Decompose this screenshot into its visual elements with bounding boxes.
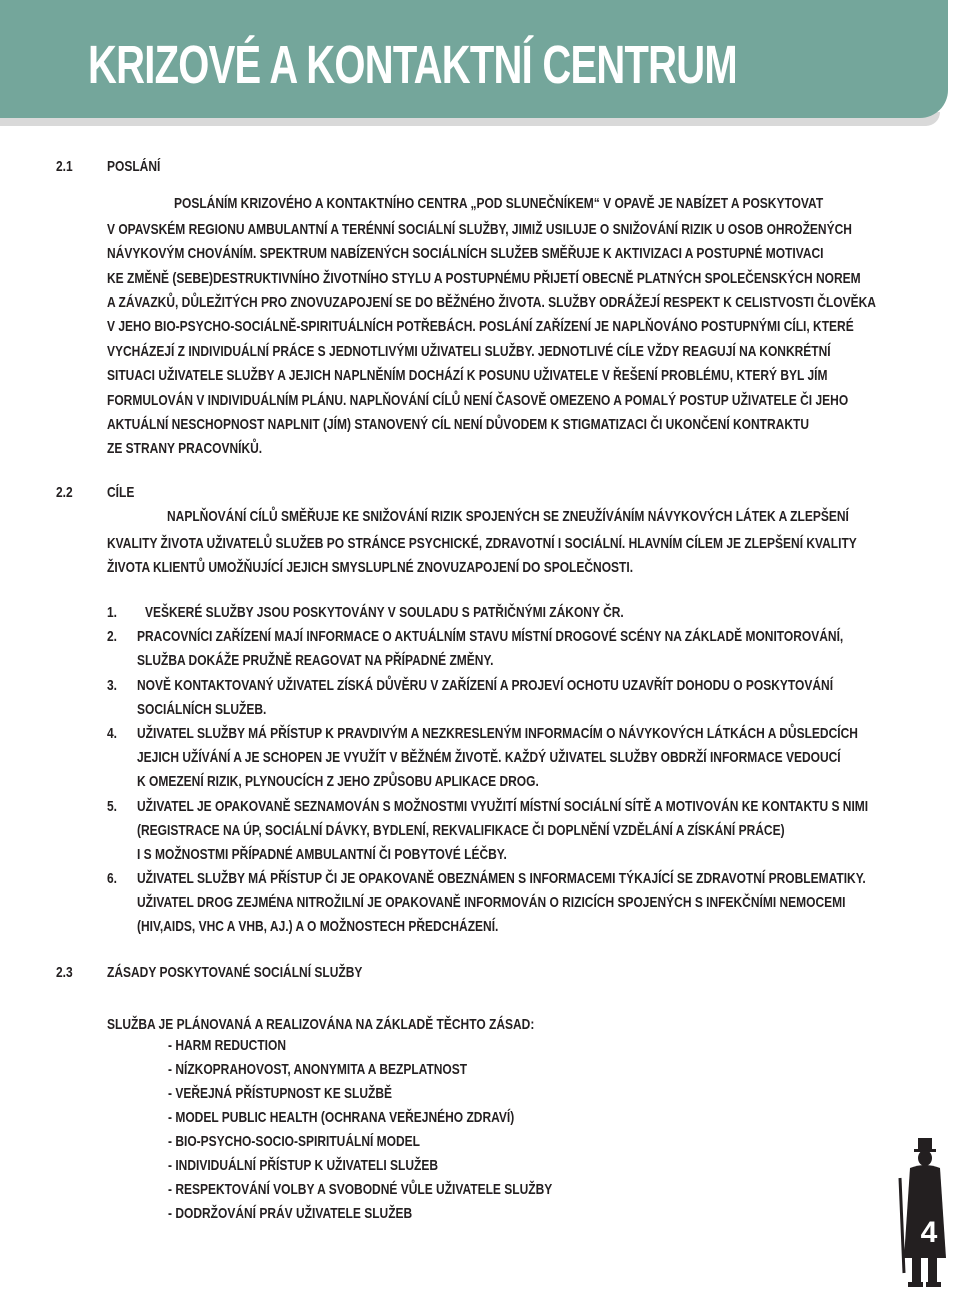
section-number: 2.2 [56,484,73,501]
principles-intro: SLUŽBA JE PLÁNOVANÁ A REALIZOVÁNA NA ZÁKLADĚ TĚCHTO ZÁSAD: [107,1016,535,1033]
principle-item: - INDIVIDUÁLNÍ PŘÍSTUP K UŽIVATELI SLUŽEB [168,1157,439,1174]
paragraph-line: NAPLŇOVÁNÍ CÍLŮ SMĚŘUJE KE SNIŽOVÁNÍ RIZIK SPOJENÝCH SE ZNEUŽÍVÁNÍM NÁVYKOVÝCH LÁTEK A ZLEPŠENÍ [167,508,849,525]
paragraph-line: ZE STRANY PRACOVNÍKŮ. [107,440,263,457]
list-item-line: UŽIVATEL JE OPAKOVANĚ SEZNAMOVÁN S MOŽNOSTMI VYUŽITÍ MÍSTNÍ SOCIÁLNÍ SÍTĚ A MOTIVOVÁN KE KONTAKTU S NIMI [137,798,869,815]
list-item-number: 4. [107,725,118,742]
list-item-line: VEŠKERÉ SLUŽBY JSOU POSKYTOVÁNY V SOULADU S PATŘIČNÝMI ZÁKONY ČR. [145,604,624,621]
section-title: POSLÁNÍ [107,158,161,175]
page-number: 4 [920,1216,938,1249]
section-title: CÍLE [107,484,135,501]
section-number: 2.1 [56,158,73,175]
section-number: 2.3 [56,964,73,981]
paragraph-line: POSLÁNÍM KRIZOVÉHO A KONTAKTNÍHO CENTRA „POD SLUNEČNÍKEM“ V OPAVĚ JE NABÍZET A POSKYTOVAT [174,195,824,212]
paragraph-line: SITUACI UŽIVATELE SLUŽBY A JEJICH NAPLNĚNÍM DOCHÁZÍ K POSUNU UŽIVATELE V ŘEŠENÍ PROBLÉMU, KTERÝ BYL JÍM [107,367,828,384]
paragraph-line: VYCHÁZEJÍ Z INDIVIDUÁLNÍ PRÁCE S JEDNOTLIVÝMI UŽIVATELI SLUŽBY. JEDNOTLIVÉ CÍLE VŽDY REAGUJÍ NA KONKRÉTNÍ [107,343,831,360]
list-item-line: UŽIVATEL DROG ZEJMÉNA NITROŽILNÍ JE OPAKOVANĚ INFORMOVÁN O RIZICÍCH SPOJENÝCH S INFEKČNÍMI NEMOCEMI [137,894,846,911]
list-item-line: NOVĚ KONTAKTOVANÝ UŽIVATEL ZÍSKÁ DŮVĚRU V ZAŘÍZENÍ A PROJEVÍ OCHOTU UZAVŘÍT DOHODU O POSKYTOVÁNÍ [137,677,834,694]
list-item-line: SLUŽBA DOKÁŽE PRUŽNĚ REAGOVAT NA PŘÍPADNÉ ZMĚNY. [137,652,494,669]
principle-item: - MODEL PUBLIC HEALTH (OCHRANA VEŘEJNÉHO ZDRAVÍ) [168,1109,515,1126]
paragraph-line: A ZÁVAZKŮ, DŮLEŽITÝCH PRO ZNOVUZAPOJENÍ SE DO BĚŽNÉHO ŽIVOTA. SLUŽBY ODRÁŽEJÍ RESPEKT K CELISTVOSTI ČLOVĚKA [107,294,876,311]
list-item-number: 2. [107,628,118,645]
section-title: ZÁSADY POSKYTOVANÉ SOCIÁLNÍ SLUŽBY [107,964,363,981]
list-item-number: 6. [107,870,118,887]
list-item-number: 3. [107,677,118,694]
list-item-line: UŽIVATEL SLUŽBY MÁ PŘÍSTUP K PRAVDIVÝM A NEZKRESLENÝM INFORMACÍM O NÁVYKOVÝCH LÁTKÁCH A DŮSLEDCÍCH [137,725,858,742]
principle-item: - BIO-PSYCHO-SOCIO-SPIRITUÁLNÍ MODEL [168,1133,420,1150]
list-item-number: 1. [107,604,118,621]
principle-item: - RESPEKTOVÁNÍ VOLBY A SVOBODNÉ VŮLE UŽIVATELE SLUŽBY [168,1181,553,1198]
list-item-number: 5. [107,798,118,815]
list-item-line: I S MOŽNOSTMI PŘÍPADNÉ AMBULANTNÍ ČI POBYTOVÉ LÉČBY. [137,846,507,863]
paragraph-line: KE ZMĚNĚ (SEBE)DESTRUKTIVNÍHO ŽIVOTNÍHO STYLU A POSTUPNÉMU PŘIJETÍ OBECNĚ PLATNÝCH SPOLEČENSKÝCH NOREM [107,270,861,287]
principle-item: - NÍZKOPRAHOVOST, ANONYMITA A BEZPLATNOST [168,1061,468,1078]
list-item-line: (REGISTRACE NA ÚP, SOCIÁLNÍ DÁVKY, BYDLENÍ, REKVALIFIKACE ČI DOPLNĚNÍ VZDĚLÁNÍ A ZÍSKÁNÍ PRÁCE) [137,822,785,839]
page-header [0,0,960,132]
page-title: KRIZOVÉ A KONTAKTNÍ CENTRUM [88,35,737,95]
principle-item: - VEŘEJNÁ PŘÍSTUPNOST KE SLUŽBĚ [168,1085,393,1102]
principle-item: - HARM REDUCTION [168,1037,286,1054]
list-item-line: JEJICH UŽÍVÁNÍ A JE SCHOPEN JE VYUŽÍT V BĚŽNÉM ŽIVOTĚ. KAŽDÝ UŽIVATEL SLUŽBY OBDRŽÍ INFORMACE VEDOUCÍ [137,749,841,766]
list-item-line: (HIV,AIDS, VHC A VHB, AJ.) A O MOŽNOSTECH PŘEDCHÁZENÍ. [137,918,499,935]
list-item-line: K OMEZENÍ RIZIK, PLYNOUCÍCH Z JEHO ZPŮSOBU APLIKACE DROG. [137,773,539,790]
paragraph-line: AKTUÁLNÍ NESCHOPNOST NAPLNIT (JÍM) STANOVENÝ CÍL NENÍ DŮVODEM K STIGMATIZACI ČI UKONČENÍ KONTRAKTU [107,416,809,433]
list-item-line: UŽIVATEL SLUŽBY MÁ PŘÍSTUP ČI JE OPAKOVANĚ OBEZNÁMEN S INFORMACEMI TÝKAJÍCÍ SE ZDRAVOTNÍ PROBLEMATIKY. [137,870,866,887]
paragraph-line: V JEHO BIO-PSYCHO-SOCIÁLNĚ-SPIRITUÁLNÍCH POTŘEBÁCH. POSLÁNÍ ZAŘÍZENÍ JE NAPLŇOVÁNO POSTUPNÝMI CÍLI, KTERÉ [107,318,854,335]
paragraph-line: KVALITY ŽIVOTA UŽIVATELŮ SLUŽEB PO STRÁNCE PSYCHICKÉ, ZDRAVOTNÍ I SOCIÁLNÍ. HLAVNÍM CÍLEM JE ZLEPŠENÍ KVALITY [107,535,857,552]
paragraph-line: NÁVYKOVÝM CHOVÁNÍM. SPEKTRUM NABÍZENÝCH SOCIÁLNÍCH SLUŽEB SMĚŘUJE K AKTIVIZACI A POSTUPNÉ MOTIVACI [107,245,824,262]
paragraph-line: V OPAVSKÉM REGIONU AMBULANTNÍ A TERÉNNÍ SOCIÁLNÍ SLUŽBY, JIMIŽ USILUJE O SNIŽOVÁNÍ RIZIK U OSOB OHROŽENÝCH [107,221,852,238]
principle-item: - DODRŽOVÁNÍ PRÁV UŽIVATELE SLUŽEB [168,1205,413,1222]
man-with-umbrella-icon [892,1138,952,1288]
list-item-line: SOCIÁLNÍCH SLUŽEB. [137,701,267,718]
paragraph-line: FORMULOVÁN V INDIVIDUÁLNÍM PLÁNU. NAPLŇOVÁNÍ CÍLŮ NENÍ ČASOVĚ OMEZENO A POMALÝ POSTUP UŽIVATELE ČI JEHO [107,392,849,409]
list-item-line: PRACOVNÍCI ZAŘÍZENÍ MAJÍ INFORMACE O AKTUÁLNÍM STAVU MÍSTNÍ DROGOVÉ SCÉNY NA ZÁKLADĚ MONITOROVÁNÍ, [137,628,844,645]
paragraph-line: ŽIVOTA KLIENTŮ UMOŽŇUJÍCÍ JEJICH SMYSLUPLNÉ ZNOVUZAPOJENÍ DO SPOLEČNOSTI. [107,559,634,576]
